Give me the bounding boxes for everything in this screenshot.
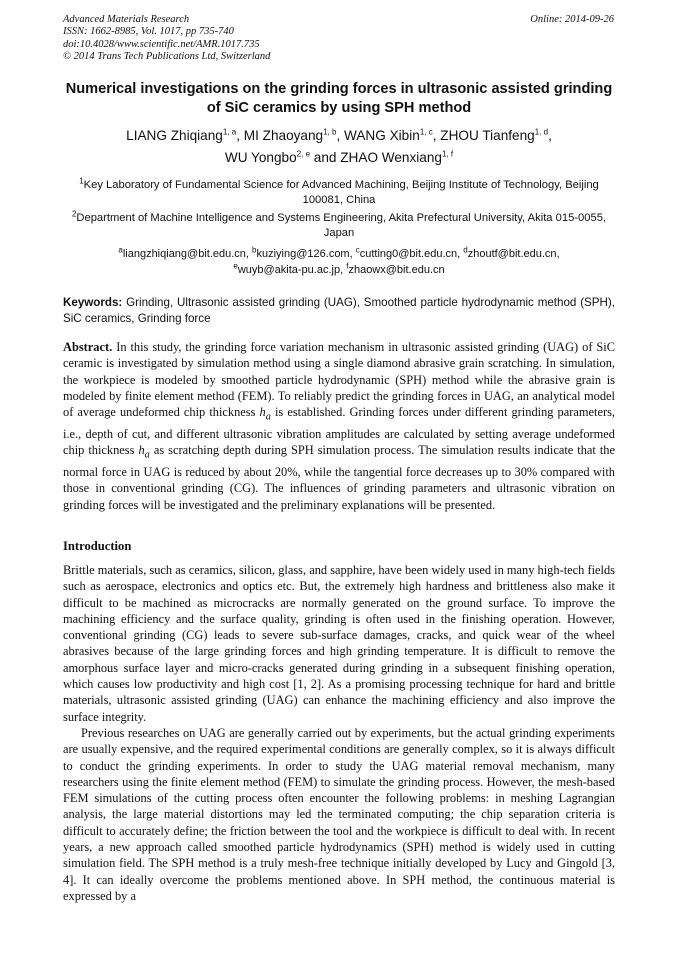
- affiliation-text: Department of Machine Intelligence and Systems Engineering, Akita Prefectural University, Akita 015-0055, Japan: [76, 212, 607, 240]
- email-link[interactable]: kuziying@126.com: [256, 248, 350, 260]
- abstract-text: In this study, the grinding force variation mechanism in ultrasonic assisted grinding (UAG) of SiC ceramic is investigated by simulation method using a single diamond abrasive grain scratching. In simulation, the workpiece is modeled by smoothed particle hydrodynamic (SPH) method while the abrasive grain is modeled by finite element method (FEM). To reliably predict the grinding forces in UAG, an analytical model of average undeformed chip thickness: [63, 340, 615, 420]
- email-sup: f: [346, 260, 349, 270]
- email-sup: a: [118, 245, 123, 255]
- author-sup: 1, c: [419, 127, 433, 137]
- journal-header: [63, 14, 270, 63]
- email-link[interactable]: zhaowx@bit.edu.cn: [348, 263, 445, 276]
- author-name: ZHAO Wenxiang: [340, 150, 442, 165]
- chip-thickness-symbol: [138, 443, 150, 461]
- author-sup: 1, b: [323, 127, 337, 137]
- symbol-letter: h: [259, 405, 266, 420]
- abstract-block: [63, 339, 615, 513]
- affiliation-sup: 2: [71, 209, 77, 219]
- symbol-subscript: a: [144, 449, 150, 461]
- affiliation-text: Key Laboratory of Fundamental Science for Advanced Machining, Beijing Institute of Technology, Beijing 100081, China: [83, 179, 599, 207]
- section-heading-introduction: Introduction: [63, 539, 132, 553]
- author-name: LIANG Zhiqiang: [126, 128, 223, 143]
- email-link[interactable]: wuyb@akita-pu.ac.jp: [237, 263, 341, 276]
- doi-line: doi:10.4028/www.scientific.net/AMR.1017.735: [63, 38, 260, 50]
- affiliation-sup: 1: [79, 176, 84, 186]
- copyright-line: © 2014 Trans Tech Publications Ltd, Switzerland: [63, 50, 271, 62]
- affiliation: [63, 178, 615, 209]
- author-sup: 1, a: [222, 127, 237, 137]
- author-sup: 1, d: [534, 127, 549, 137]
- intro-paragraph: Brittle materials, such as ceramics, silicon, glass, and sapphire, have been widely used in many high-tech fields such as aerospace, electronics and optics etc. But, the extremely high hardness and brittleness also make it difficult to be machined as microcracks are normally generated on the ground surface. To improve the machining efficiency and the surface quality, grinding is often used in the finishing operation. However, conventional grinding (CG) leads to severe sub-surface damages, cracks, and quick wear of the wheel abrasives because of the large grinding forces and high grinding temperature. It is difficult to remove the amorphous surface layer and micro-cracks generated during grinding in a subsequent finishing operation, which causes low productivity and high cost [1, 2]. As a promising processing technique for hard and brittle materials, ultrasonic assisted grinding (UAG) can enhance the machining efficiency and also improve the surface integrity.: [63, 563, 615, 724]
- journal-name: Advanced Materials Research: [63, 14, 190, 25]
- email-link[interactable]: liangzhiqiang@bit.edu.cn: [122, 248, 246, 260]
- issn-line: ISSN: 1662-8985, Vol. 1017, pp 735-740: [63, 26, 234, 38]
- email-sup: c: [355, 245, 360, 255]
- chip-thickness-symbol: [259, 405, 271, 423]
- email-sup: e: [233, 260, 238, 270]
- author-name: WANG Xibin: [344, 128, 420, 143]
- author-sup: 2, e: [296, 149, 311, 159]
- email-list: $^a$liangzhiqiang@bit.edu.cn, $^b$kuziying@126.com, $^c$cutting0@bit.edu.cn, $^d$zhoutf@bit.edu.cn, $^e$wuyb@akita-pu.ac.jp, $^f$zhaowx@bit.edu.cn: [118, 245, 560, 276]
- email-link[interactable]: cutting0@bit.edu.cn: [359, 248, 458, 260]
- author-name: ZHOU Tianfeng: [440, 128, 535, 143]
- paper-title: Numerical investigations on the grinding forces in ultrasonic assisted grinding of SiC ceramics by using SPH method: [65, 81, 613, 116]
- abstract-text: as scratching depth during SPH simulation process. The simulation results indicate that the normal force in UAG is reduced by about 20%, while the tangential force decreases up to 30% compared with those in conventional grinding (CG). The influences of grinding parameters and ultrasonic vibration on grinding forces will be investigated and the preliminary explanations will be presented.: [63, 443, 615, 512]
- author-name: MI Zhaoyang: [243, 128, 324, 143]
- email-link[interactable]: zhoutf@bit.edu.cn: [467, 248, 557, 260]
- abstract-text: is established. Grinding forces under different grinding parameters, i.e., depth of cut, and different ultrasonic vibration amplitudes are calculated by setting average undeformed chip thickness: [63, 405, 615, 458]
- abstract-label: Abstract.: [63, 340, 113, 354]
- email-sup: b: [252, 245, 257, 255]
- symbol-subscript: a: [265, 411, 271, 423]
- online-date: Online: 2014-09-26: [530, 14, 614, 25]
- affiliation: [63, 211, 615, 242]
- symbol-letter: h: [138, 443, 145, 458]
- email-sup: d: [463, 245, 468, 255]
- keywords-block: [63, 295, 615, 327]
- keywords-label: Keywords:: [63, 296, 123, 309]
- author-name: WU Yongbo: [224, 150, 297, 165]
- author-sup: 1, f: [442, 149, 454, 159]
- author-list: LIANG Zhiqiang$^{1, a}$, MI Zhaoyang$^{1, b}$, WANG Xibin$^{1, c}$, ZHOU Tianfeng$^{1, d}$, WU Yongbo$^{2, e}$ and ZHAO Wenxiang$^{1, f}$: [126, 127, 552, 165]
- keywords-text: Grinding, Ultrasonic assisted grinding (UAG), Smoothed particle hydrodynamic method (SPH), SiC ceramics, Grinding force: [63, 296, 615, 326]
- intro-paragraph: Previous researches on UAG are generally carried out by experiments, but the actual grinding experiments are usually expensive, and the required experimental conditions are generally complex, so it is always difficult to conduct the grinding experiments. In order to study the UAG material removal mechanism, many researchers using the finite element method (FEM) to simulate the grinding process. However, the mesh-based FEM simulations of the cutting process often encounter the following problems: in meshing Lagrangian analysis, the large material distortions may led the terminated computing; the chip separation criteria is difficult to accurately define; the friction between the tool and the workpiece is difficult to deal with. In recent years, a new approach called smoothed particle hydrodynamics (SPH) method is widely used in cutting simulation field. The SPH method is a truly mesh-free technique initially developed by Lucy and Gingold [3, 4]. It can ideally overcome the problems mentioned above. In SPH method, the continuous material is expressed by a: [63, 726, 615, 903]
